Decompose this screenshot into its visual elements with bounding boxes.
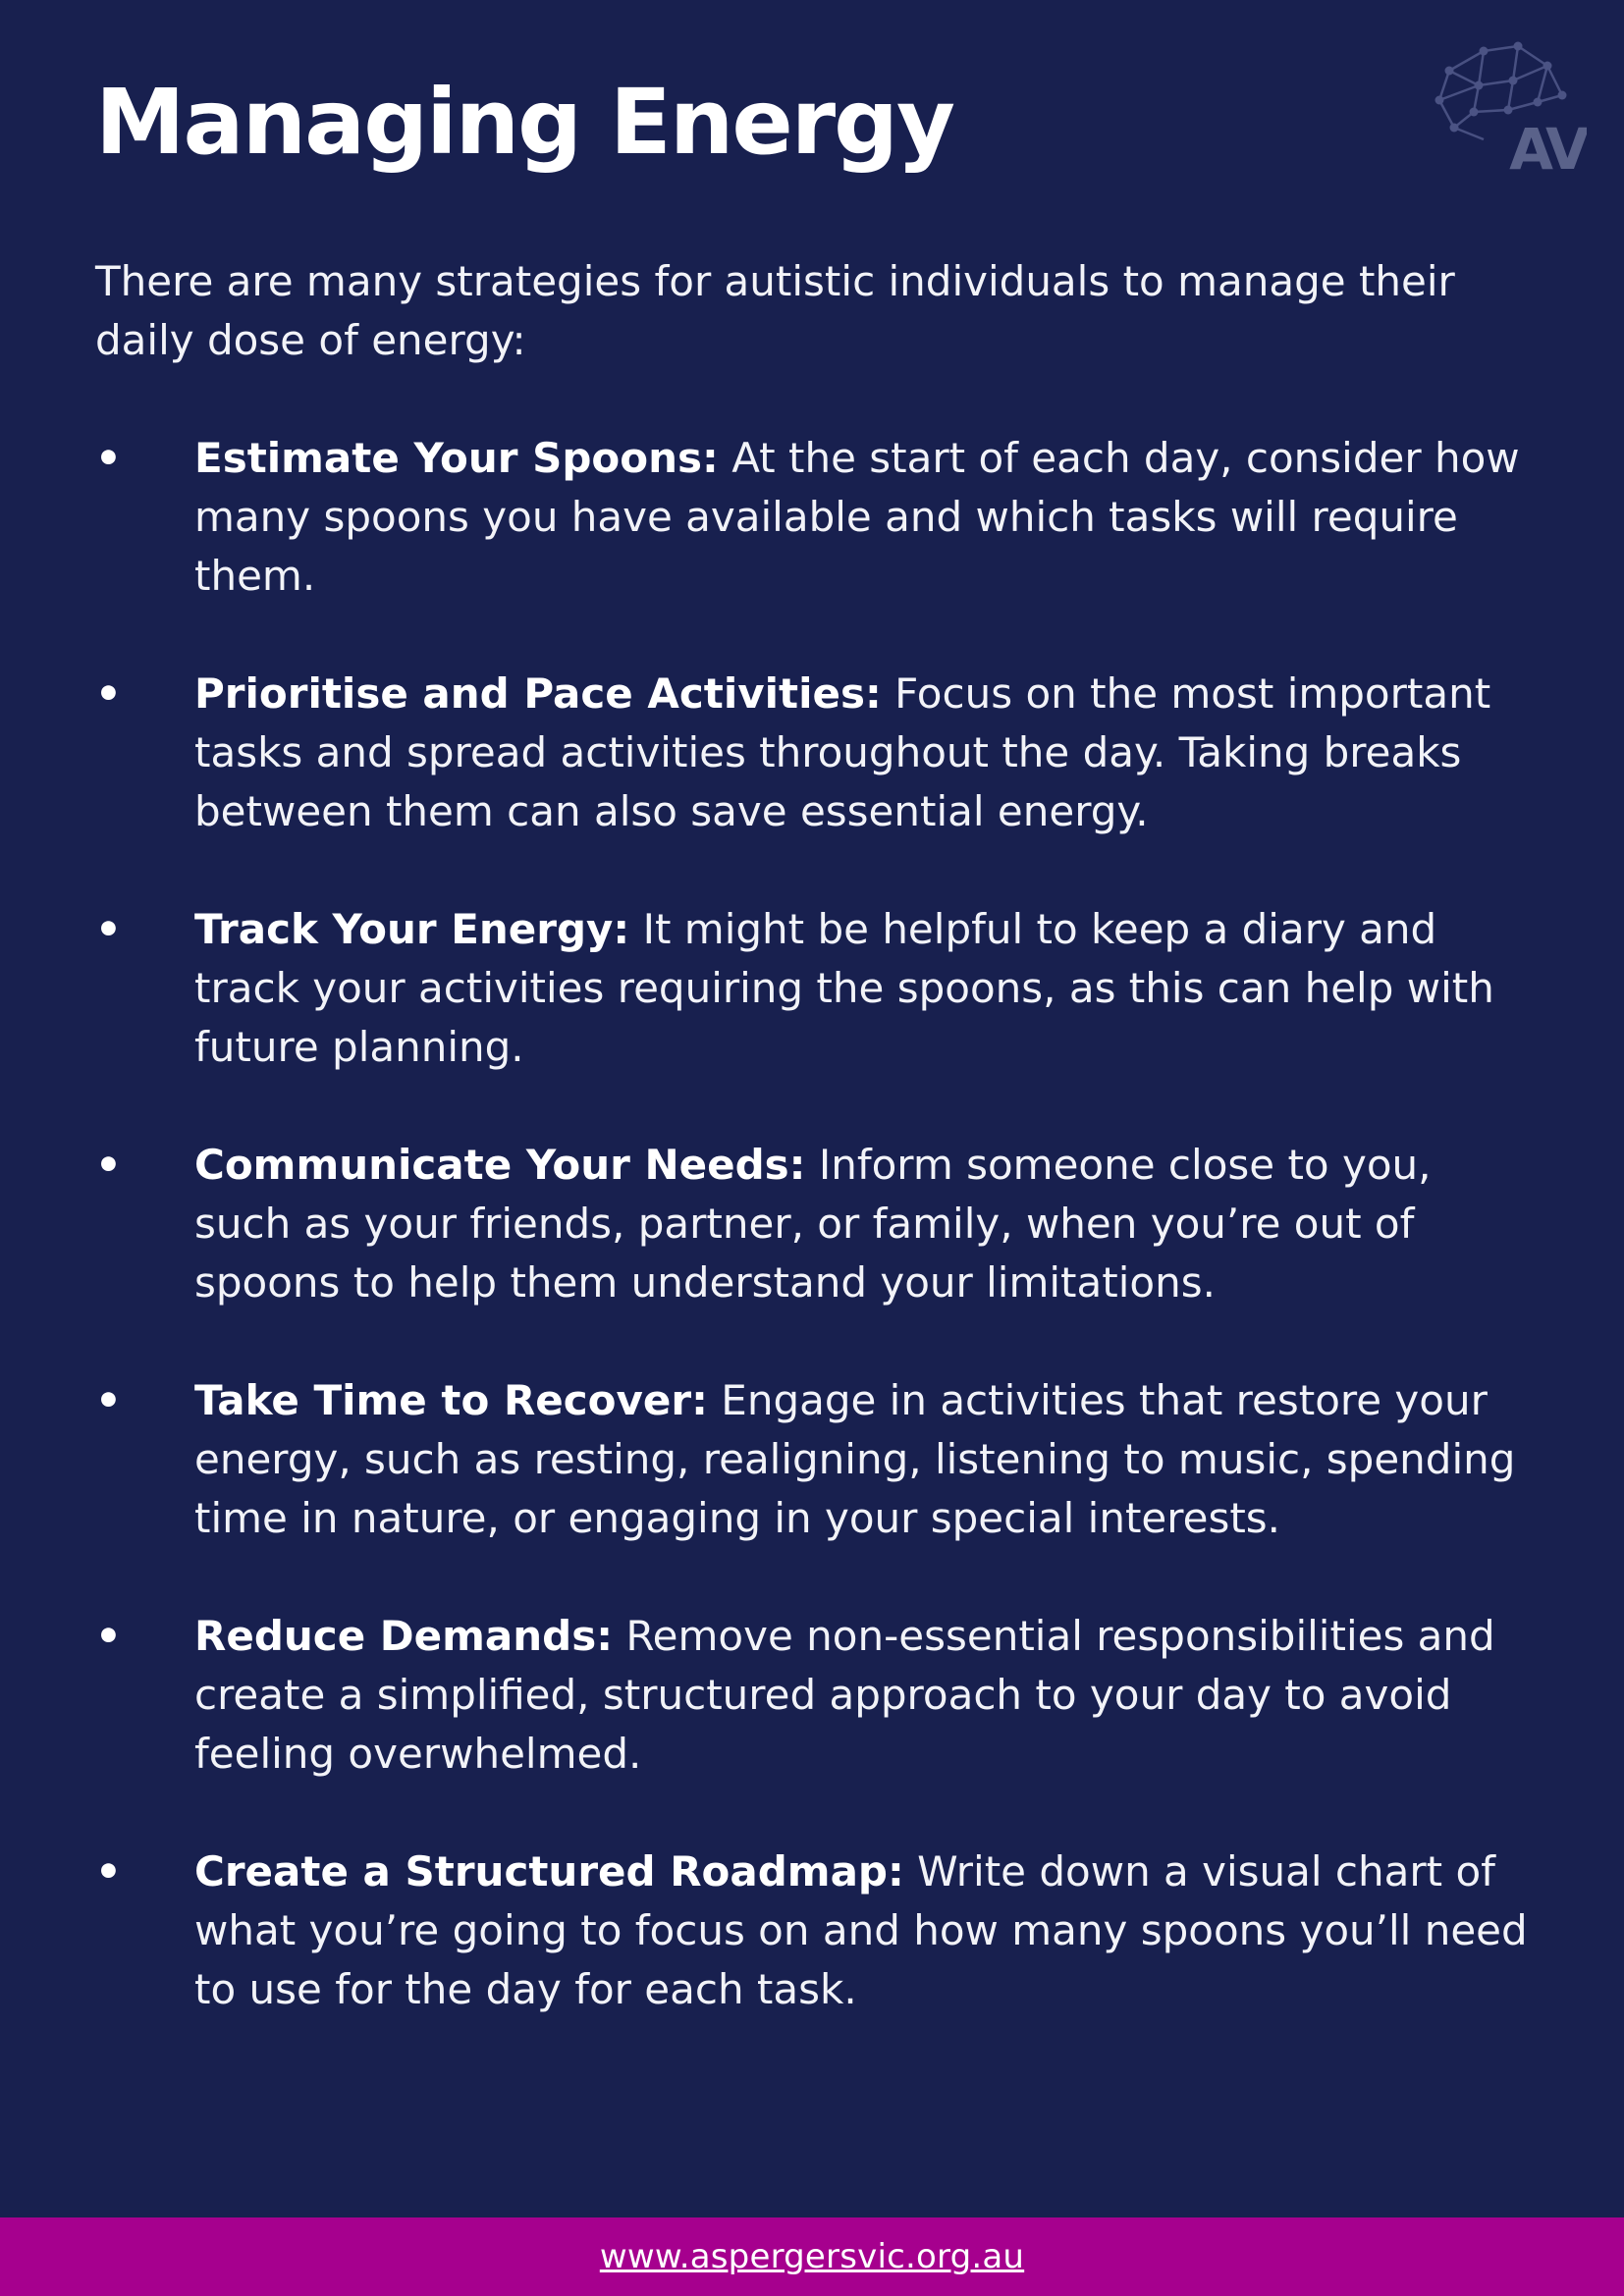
item-heading: Estimate Your Spoons: bbox=[194, 434, 719, 482]
list-item bbox=[95, 900, 1539, 1077]
item-text: Inform someone close to you, such as your friends, partner, or family, when you’re out of spoons to help them understand your limitations. bbox=[194, 1141, 1432, 1307]
website-link[interactable]: www.aspergersvic.org.au bbox=[599, 2237, 1025, 2276]
footer-bar bbox=[0, 2217, 1624, 2296]
list-item bbox=[95, 1136, 1539, 1312]
bullet-icon: • bbox=[95, 905, 122, 953]
item-text: It might be helpful to keep a diary and track your activities requiring the spoons, as this can help with future planning. bbox=[194, 905, 1494, 1071]
item-heading: Reduce Demands: bbox=[194, 1612, 614, 1660]
list-item bbox=[95, 429, 1539, 606]
item-heading: Prioritise and Pace Activities: bbox=[194, 669, 882, 718]
item-text: Remove non-essential responsibilities and create a simplified, structured approach to your day to avoid feeling overwhelmed. bbox=[194, 1612, 1495, 1778]
item-heading: Create a Structured Roadmap: bbox=[194, 1847, 904, 1896]
bullet-icon: • bbox=[95, 434, 122, 482]
bullet-icon: • bbox=[95, 669, 122, 718]
item-text: Focus on the most important tasks and spread activities throughout the day. Taking breaks between them can also save essential energy. bbox=[194, 669, 1491, 835]
brain-network-logo-icon bbox=[1430, 41, 1587, 179]
strategy-list bbox=[95, 429, 1539, 2078]
list-item bbox=[95, 1371, 1539, 1548]
bullet-icon: • bbox=[95, 1376, 122, 1424]
list-item bbox=[95, 1842, 1539, 2019]
list-item bbox=[95, 1607, 1539, 1784]
list-item bbox=[95, 665, 1539, 841]
intro-paragraph: There are many strategies for autistic individuals to manage their daily dose of energy: bbox=[95, 257, 1455, 364]
item-text: Write down a visual chart of what you’re going to focus on and how many spoons you’ll need to use for the day for each task. bbox=[194, 1847, 1528, 2013]
bullet-icon: • bbox=[95, 1141, 122, 1189]
item-heading: Communicate Your Needs: bbox=[194, 1141, 806, 1189]
item-heading: Track Your Energy: bbox=[194, 905, 630, 953]
bullet-icon: • bbox=[95, 1612, 122, 1660]
item-text: At the start of each day, consider how many spoons you have available and which tasks will require them. bbox=[194, 434, 1520, 600]
item-heading: Take Time to Recover: bbox=[194, 1376, 708, 1424]
item-text: Engage in activities that restore your energy, such as resting, realigning, listening to music, spending time in nature, or engaging in your special interests. bbox=[194, 1376, 1516, 1542]
page-title: Managing Energy bbox=[95, 70, 953, 175]
bullet-icon: • bbox=[95, 1847, 122, 1896]
logo-text: AV bbox=[1509, 116, 1586, 179]
